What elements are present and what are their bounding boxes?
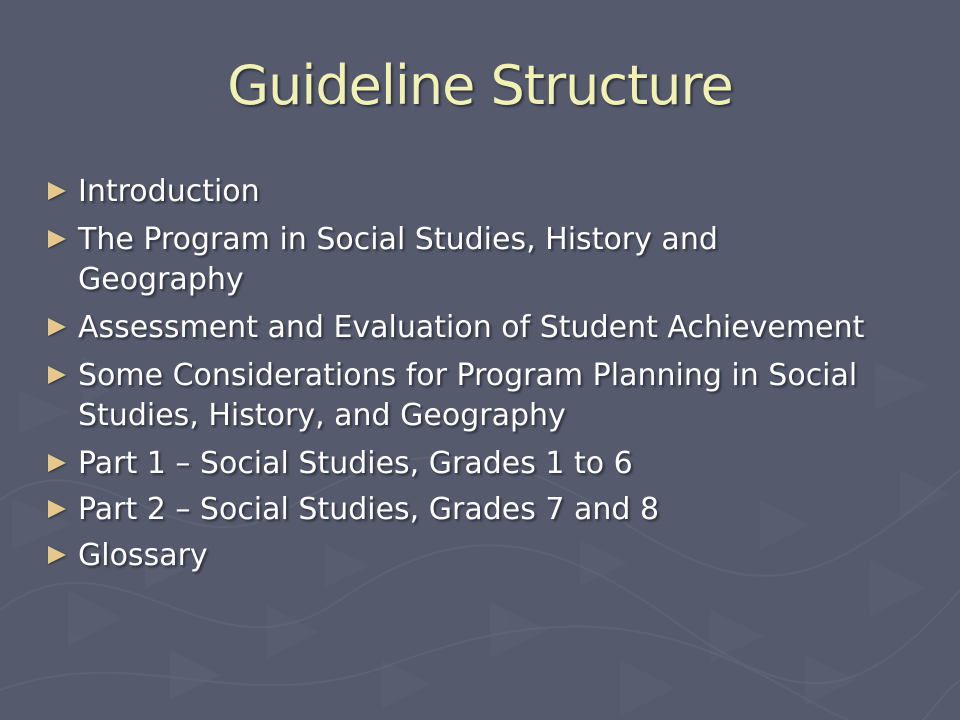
triangle-right-icon (48, 546, 66, 564)
bullet-item-program (48, 220, 888, 300)
slide-title: Guideline Structure (227, 54, 733, 117)
bullet-text: Part 2 – Social Studies, Grades 7 and 8 (78, 492, 660, 527)
bullet-list (48, 172, 888, 584)
bullet-item-part-1 (48, 444, 888, 484)
triangle-right-icon (48, 500, 66, 518)
bullet-text: The Program in Social Studies, History and Geography (78, 222, 718, 297)
bullet-text: Part 1 – Social Studies, Grades 1 to 6 (78, 446, 633, 481)
bullet-item-introduction (48, 172, 888, 212)
triangle-right-icon (48, 366, 66, 384)
bullet-text: Some Considerations for Program Planning in Social Studies, History, and Geography (78, 358, 858, 433)
bullet-text: Assessment and Evaluation of Student Achievement (78, 310, 865, 345)
triangle-right-icon (48, 454, 66, 472)
bullet-text: Introduction (78, 174, 260, 209)
triangle-right-icon (48, 318, 66, 336)
bullet-text: Glossary (78, 538, 208, 573)
bullet-item-planning (48, 356, 888, 436)
triangle-right-icon (48, 182, 66, 200)
bullet-item-glossary (48, 536, 888, 576)
triangle-right-icon (48, 230, 66, 248)
bullet-item-assessment (48, 308, 888, 348)
bullet-item-part-2 (48, 490, 888, 530)
